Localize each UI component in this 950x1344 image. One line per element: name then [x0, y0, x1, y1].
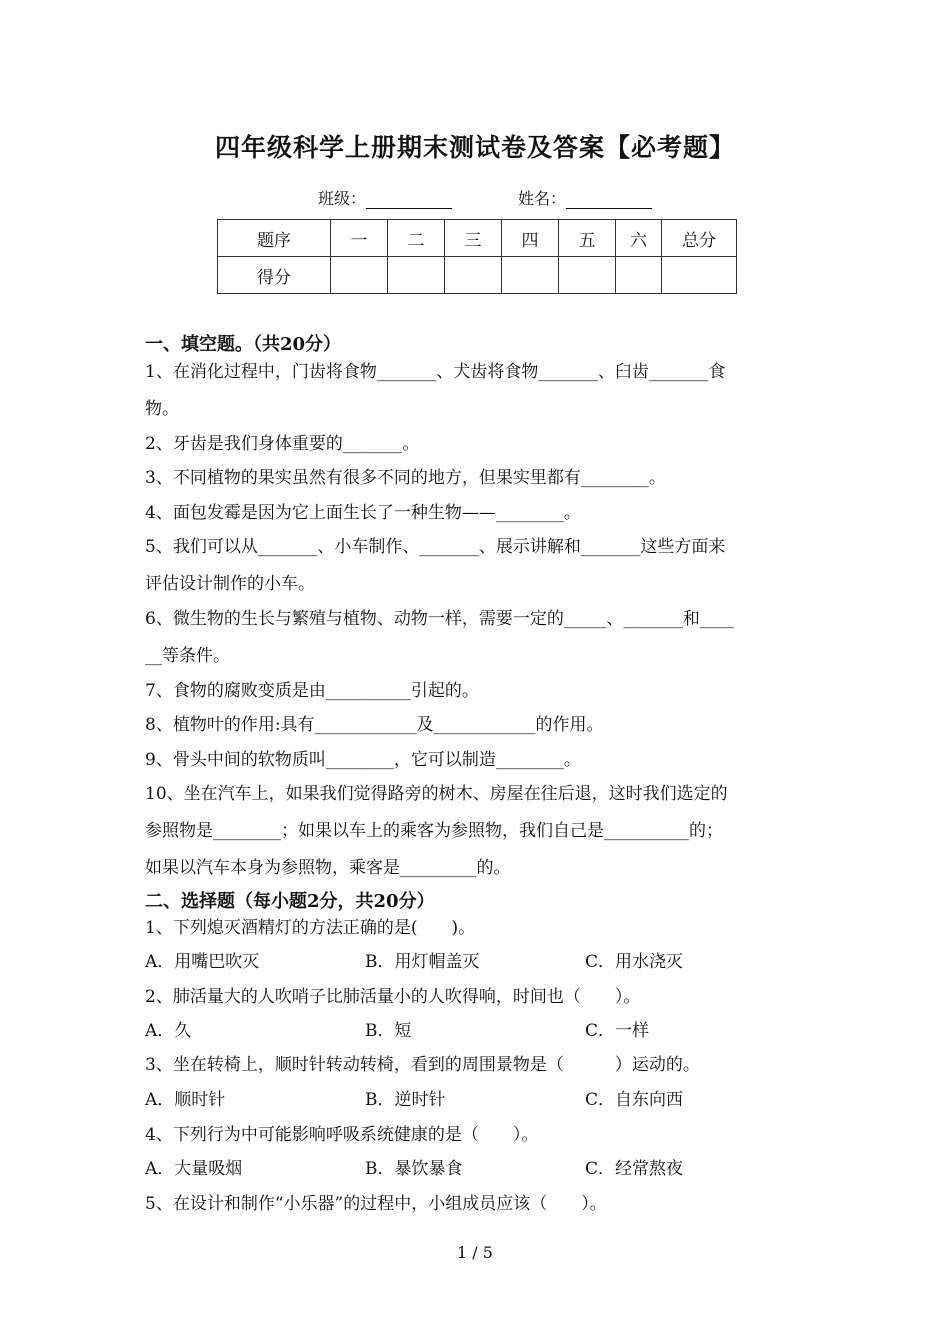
option-b[interactable]: B．逆时针 — [365, 1090, 446, 1110]
question-stem: 1、下列熄灭酒精灯的方法正确的是( )。 — [145, 918, 476, 938]
section2-heading: 二、选择题（每小题2分，共20分） — [145, 891, 435, 912]
score-cell[interactable] — [502, 257, 559, 294]
question-line: 参照物是________；如果以车上的乘客为参照物，我们自己是__________的； — [145, 821, 723, 841]
question-line: 2、牙齿是我们身体重要的_______。 — [145, 434, 420, 454]
option-c[interactable]: C．自东向西 — [585, 1090, 684, 1110]
option-b[interactable]: B．暴饮暴食 — [365, 1159, 463, 1179]
score-table — [217, 219, 737, 294]
option-c[interactable]: C．经常熬夜 — [585, 1159, 684, 1179]
class-field — [318, 186, 452, 209]
option-a[interactable]: A．久 — [145, 1021, 192, 1041]
option-b[interactable]: B．短 — [365, 1021, 412, 1041]
table-cell: 六 — [616, 220, 662, 257]
class-blank[interactable] — [366, 190, 452, 209]
question-line: 6、微生物的生长与繁殖与植物、动物一样，需要一定的_____、_______和____ — [145, 609, 734, 629]
name-blank[interactable] — [566, 190, 652, 209]
option-a[interactable]: A．用嘴巴吹灭 — [145, 952, 260, 972]
score-cell[interactable] — [662, 257, 737, 294]
score-value-row — [218, 257, 737, 294]
question-line: 7、食物的腐败变质是由__________引起的。 — [145, 681, 479, 701]
name-label: 姓名： — [518, 189, 567, 208]
section1-heading: 一、填空题。（共20分） — [145, 334, 342, 355]
option-b[interactable]: B．用灯帽盖灭 — [365, 952, 480, 972]
question-line: 如果以汽车本身为参照物，乘客是_________的。 — [145, 858, 511, 878]
score-cell[interactable] — [388, 257, 445, 294]
option-c[interactable]: C．一样 — [585, 1021, 650, 1041]
table-cell: 四 — [502, 220, 559, 257]
table-cell: 三 — [445, 220, 502, 257]
score-cell[interactable] — [445, 257, 502, 294]
table-cell: 总分 — [662, 220, 737, 257]
question-line: 10、坐在汽车上，如果我们觉得路旁的树木、房屋在往后退，这时我们选定的 — [145, 784, 728, 804]
question-line: 物。 — [145, 399, 179, 419]
question-stem: 5、在设计和制作“小乐器”的过程中，小组成员应该（ ）。 — [145, 1194, 607, 1214]
question-line: 3、不同植物的果实虽然有很多不同的地方，但果实里都有________。 — [145, 468, 666, 488]
table-cell: 得分 — [218, 257, 331, 294]
question-line: 9、骨头中间的软物质叫________，它可以制造________。 — [145, 750, 581, 770]
class-label: 班级： — [318, 189, 367, 208]
question-line: __等条件。 — [145, 646, 230, 666]
question-line: 1、在消化过程中，门齿将食物_______、犬齿将食物_______、臼齿_______食 — [145, 362, 726, 382]
page-title: 四年级科学上册期末测试卷及答案【必考题】 — [214, 133, 735, 162]
page-number: 1 / 5 — [457, 1243, 493, 1262]
question-line: 评估设计制作的小车。 — [145, 574, 315, 594]
table-cell: 二 — [388, 220, 445, 257]
table-cell: 题序 — [218, 220, 331, 257]
option-a[interactable]: A．顺时针 — [145, 1090, 226, 1110]
option-a[interactable]: A．大量吸烟 — [145, 1159, 243, 1179]
table-cell: 一 — [331, 220, 388, 257]
score-header-row — [218, 220, 737, 257]
question-stem: 3、坐在转椅上，顺时针转动转椅，看到的周围景物是（ ）运动的。 — [145, 1055, 700, 1075]
question-line: 4、面包发霉是因为它上面生长了一种生物——________。 — [145, 503, 581, 523]
question-stem: 2、肺活量大的人吹哨子比肺活量小的人吹得响，时间也（ ）。 — [145, 987, 641, 1007]
option-c[interactable]: C．用水浇灭 — [585, 952, 684, 972]
question-line: 8、植物叶的作用:具有____________及____________的作用。 — [145, 715, 604, 735]
table-cell: 五 — [559, 220, 616, 257]
score-cell[interactable] — [559, 257, 616, 294]
question-stem: 4、下列行为中可能影响呼吸系统健康的是（ ）。 — [145, 1125, 539, 1145]
score-cell[interactable] — [331, 257, 388, 294]
name-field — [518, 186, 652, 209]
question-line: 5、我们可以从_______、小车制作、_______、展示讲解和_______这些方面来 — [145, 537, 726, 557]
score-cell[interactable] — [616, 257, 662, 294]
